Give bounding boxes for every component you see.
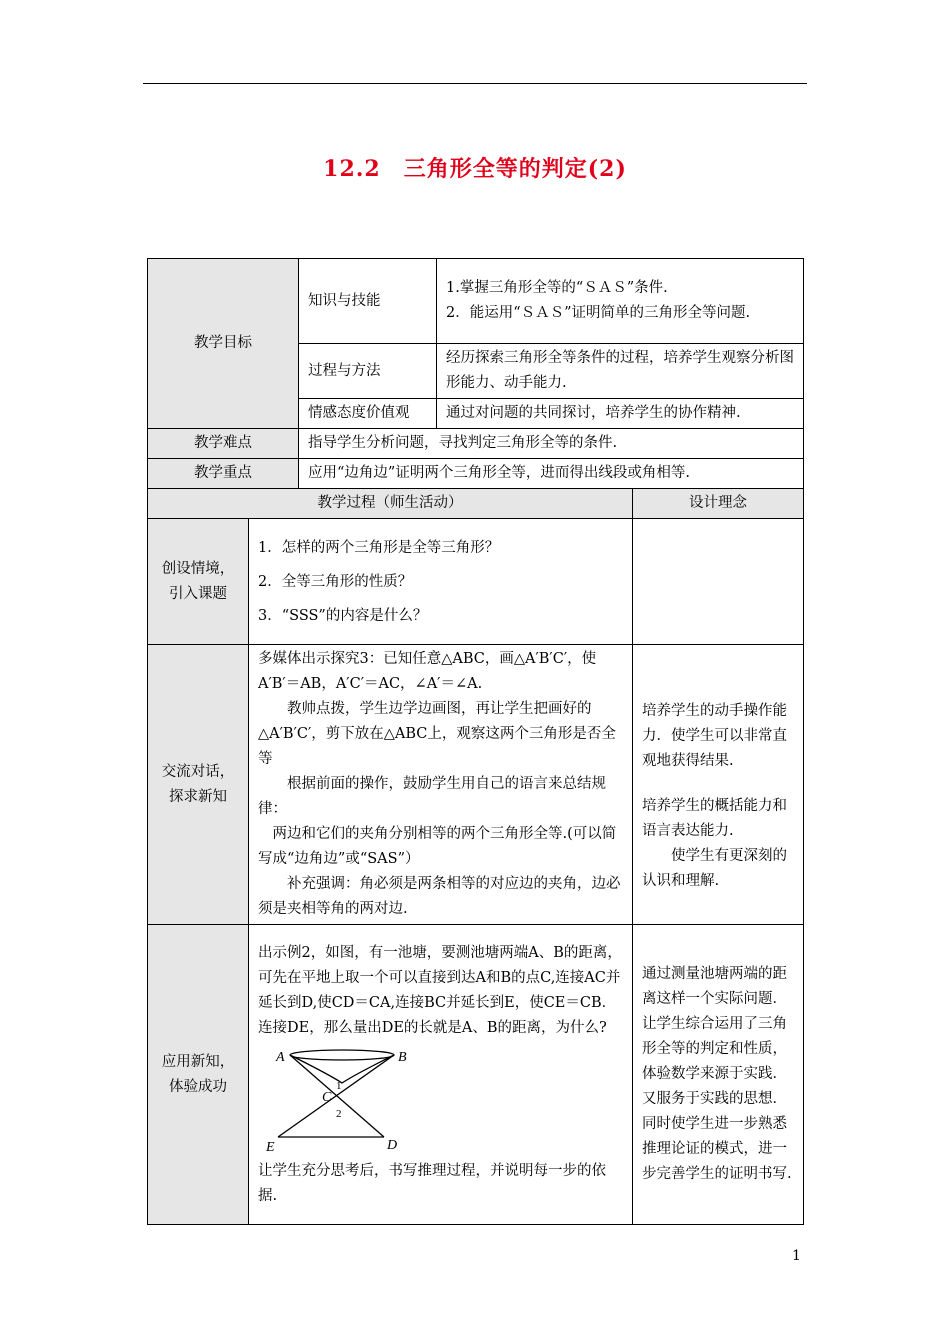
section2-idea <box>633 645 804 925</box>
lesson-plan-table <box>147 258 804 1225</box>
objectives-label: 教学目标 <box>148 259 299 429</box>
segment-be <box>278 1055 394 1137</box>
section2-paragraph-2: 教帅点拨，学生边学边画图，再让学生把画好的△A′B′C′，剪下放在△ABC上，观察这两个三角形是否全等 <box>258 701 616 767</box>
pond-figure <box>264 1045 414 1157</box>
question-3: 3．“SSS”的内容是什么？ <box>258 607 428 624</box>
figure-label-b: B <box>398 1049 407 1065</box>
process-content: 经历探索三角形全等条件的过程，培养学生观察分析图形能力、动手能力. <box>437 344 804 399</box>
section3-idea: 通过测量池塘两端的距离这样一个实际问题．让学生综合运用了三角形全等的判定和性质，体验数学来源于实践．又服务于实践的思想．同时使学生进一步熟悉推理论证的模式，进一步完善学生的证明书写. <box>633 925 804 1225</box>
pond-outline <box>290 1050 394 1060</box>
process-header-right: 设计理念 <box>633 489 804 519</box>
section3-paragraph-2: 让学生充分思考后，书写推理过程，并说明每一步的依据. <box>258 1162 606 1204</box>
key-point-content: 应用“边角边”证明两个三角形全等，进而得出线段或角相等. <box>299 459 804 489</box>
section1-content <box>249 519 633 645</box>
section1-label-line-2: 引入课题 <box>169 585 227 602</box>
section3-paragraph-1: 出示例2，如图，有一池塘，要测池塘两端A、B的距离，可先在平地上取一个可以直接到达A和B的点C,连接AC并延长到D,使CD＝CA,连接BC并延长到E，使CE＝CB．连接DE，那么量出DE的长就是A、B的距离，为什么? <box>258 944 622 1036</box>
section1-label <box>148 519 249 645</box>
section2-paragraph-1: 多媒体出示探究3：已知任意△ABC，画△A′B′C′，使A′B′＝AB，A′C′＝AC，∠A′＝∠A. <box>258 651 597 692</box>
section1-label-line-1: 创设情境， <box>161 560 235 577</box>
key-point-label: 教学重点 <box>148 459 299 489</box>
section3-label-line-1: 应用新知， <box>161 1054 235 1070</box>
section2-label <box>148 645 249 925</box>
question-1: 1．怎样的两个三角形是全等三角形？ <box>258 539 500 556</box>
section2-paragraph-4: 两边和它们的夹角分别相等的两个三角形全等.(可以简写成“边角边”或“SAS”） <box>258 826 617 867</box>
section3-label-line-2: 体验成功 <box>169 1079 227 1095</box>
emotion-content: 通过对问题的共同探讨，培养学生的协作精神. <box>437 399 804 429</box>
process-label: 过程与方法 <box>299 344 437 399</box>
section1-idea <box>633 519 804 645</box>
difficulty-label: 教学难点 <box>148 429 299 459</box>
angle-label-2: 2 <box>336 1107 342 1120</box>
section2-idea-2: 培养学生的概括能力和语言表达能力. <box>642 798 787 839</box>
figure-label-c: C <box>322 1089 332 1105</box>
section2-paragraph-5: 补充强调：角必须是两条相等的对应边的夹角，边必须是夹相等角的两对边. <box>258 876 621 917</box>
question-2: 2．全等三角形的性质？ <box>258 573 413 590</box>
section2-idea-3: 使学生有更深刻的认识和理解. <box>642 848 787 889</box>
section2-idea-1: 培养学生的动手操作能力．使学生可以非常直观地获得结果. <box>642 703 787 769</box>
knowledge-line-1: 1.掌握三角形全等的“ＳＡＳ”条件. <box>446 280 668 296</box>
figure-label-d: D <box>387 1137 398 1153</box>
page-number: 1 <box>792 1248 801 1264</box>
process-header-left: 教学过程（师生活动） <box>148 489 633 519</box>
page-title: 12.2 三角形全等的判定(2) <box>323 156 627 182</box>
section2-content <box>249 645 633 925</box>
knowledge-label: 知识与技能 <box>299 259 437 344</box>
difficulty-content: 指导学生分析问题，寻找判定三角形全等的条件. <box>299 429 804 459</box>
angle-label-1: 1 <box>336 1079 342 1092</box>
section2-label-line-2: 探求新知 <box>169 788 227 805</box>
figure-label-e: E <box>266 1139 275 1155</box>
knowledge-line-2: 2．能运用“ＳＡＳ”证明简单的三角形全等问题. <box>446 305 751 321</box>
section3-content <box>249 925 633 1225</box>
emotion-label: 情感态度价值观 <box>299 399 437 429</box>
knowledge-content <box>437 259 804 344</box>
section2-paragraph-3: 根据前面的操作，鼓励学生用自己的语言来总结规律： <box>258 776 606 817</box>
figure-label-a: A <box>276 1049 285 1065</box>
section2-label-line-1: 交流对话， <box>161 763 235 780</box>
section3-label <box>148 925 249 1225</box>
header-rule <box>143 83 807 84</box>
